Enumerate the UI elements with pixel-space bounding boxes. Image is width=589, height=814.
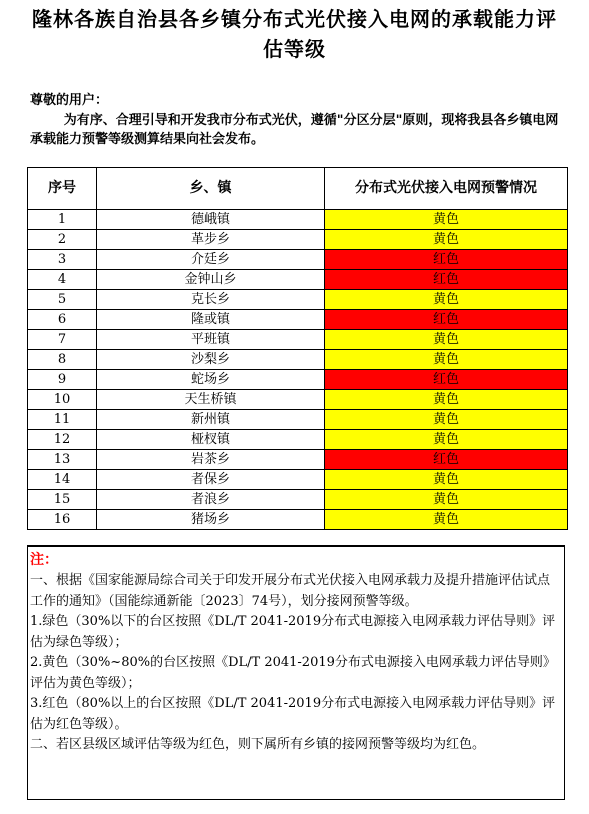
page-title-line-1: 隆林各族自治县各乡镇分布式光伏接入电网的承载能力评 [32, 7, 557, 31]
row-number: 15 [28, 490, 97, 510]
page-title [0, 4, 589, 64]
table-header-row [28, 168, 568, 210]
row-number: 9 [28, 370, 97, 390]
row-town: 隆或镇 [97, 310, 325, 330]
row-status: 红色 [325, 270, 568, 290]
warning-table [27, 167, 568, 530]
header-no: 序号 [28, 168, 97, 210]
row-status: 红色 [325, 450, 568, 470]
row-status: 红色 [325, 250, 568, 270]
table-row [28, 510, 568, 530]
row-status: 黄色 [325, 290, 568, 310]
row-status: 黄色 [325, 510, 568, 530]
row-town: 平班镇 [97, 330, 325, 350]
table-row [28, 230, 568, 250]
row-status: 红色 [325, 310, 568, 330]
row-town: 桠杈镇 [97, 430, 325, 450]
table-row [28, 390, 568, 410]
row-status: 红色 [325, 370, 568, 390]
row-town: 蛇场乡 [97, 370, 325, 390]
table-row [28, 410, 568, 430]
row-status: 黄色 [325, 350, 568, 370]
table-row [28, 330, 568, 350]
intro-paragraph: 为有序、合理引导和开发我市分布式光伏，遵循"分区分层"原则，现将我县各乡镇电网承载能力预警等级测算结果向社会发布。 [30, 113, 559, 147]
row-number: 11 [28, 410, 97, 430]
notes-body [30, 571, 562, 756]
header-status: 分布式光伏接入电网预警情况 [325, 168, 568, 210]
row-town: 岩茶乡 [97, 450, 325, 470]
row-town: 天生桥镇 [97, 390, 325, 410]
row-status: 黄色 [325, 330, 568, 350]
table-row [28, 310, 568, 330]
table-row [28, 270, 568, 290]
row-number: 5 [28, 290, 97, 310]
table-row [28, 490, 568, 510]
note-line: 一、根据《国家能源局综合司关于印发开展分布式光伏接入电网承载力及提升措施评估试点工作的通知》（国能综通新能〔2023〕74号），划分接网预警等级。 [30, 573, 551, 609]
row-number: 13 [28, 450, 97, 470]
table-row [28, 210, 568, 230]
notes-title: 注： [30, 552, 58, 568]
table-row [28, 350, 568, 370]
row-town: 者保乡 [97, 470, 325, 490]
row-number: 8 [28, 350, 97, 370]
row-number: 14 [28, 470, 97, 490]
row-number: 7 [28, 330, 97, 350]
row-town: 新州镇 [97, 410, 325, 430]
row-status: 黄色 [325, 230, 568, 250]
page-title-line-2: 估等级 [263, 37, 326, 61]
row-number: 12 [28, 430, 97, 450]
row-town: 金钟山乡 [97, 270, 325, 290]
table-row [28, 470, 568, 490]
table-row [28, 250, 568, 270]
row-number: 2 [28, 230, 97, 250]
row-number: 1 [28, 210, 97, 230]
table-row [28, 430, 568, 450]
row-status: 黄色 [325, 210, 568, 230]
row-status: 黄色 [325, 410, 568, 430]
row-town: 德峨镇 [97, 210, 325, 230]
row-town: 者浪乡 [97, 490, 325, 510]
row-status: 黄色 [325, 390, 568, 410]
note-line: 二、若区县级区域评估等级为红色，则下属所有乡镇的接网预警等级均为红色。 [30, 737, 486, 752]
row-town: 介廷乡 [97, 250, 325, 270]
table-row [28, 290, 568, 310]
row-town: 革步乡 [97, 230, 325, 250]
table-row [28, 370, 568, 390]
notes-box [27, 545, 565, 800]
header-town: 乡、镇 [97, 168, 325, 210]
note-line: 3.红色（80%以上的台区按照《DL/T 2041-2019分布式电源接入电网承载力评估导则》评估为红色等级）。 [30, 696, 556, 732]
row-number: 3 [28, 250, 97, 270]
greeting: 尊敬的用户： [30, 93, 109, 108]
row-number: 16 [28, 510, 97, 530]
table-row [28, 450, 568, 470]
row-status: 黄色 [325, 470, 568, 490]
row-town: 克长乡 [97, 290, 325, 310]
row-number: 4 [28, 270, 97, 290]
note-line: 2.黄色（30%~80%的台区按照《DL/T 2041-2019分布式电源接入电网承载力评估导则》评估为黄色等级）； [30, 655, 556, 691]
row-status: 黄色 [325, 430, 568, 450]
row-number: 6 [28, 310, 97, 330]
row-town: 沙梨乡 [97, 350, 325, 370]
row-town: 猪场乡 [97, 510, 325, 530]
row-number: 10 [28, 390, 97, 410]
row-status: 黄色 [325, 490, 568, 510]
note-line: 1.绿色（30%以下的台区按照《DL/T 2041-2019分布式电源接入电网承载力评估导则》评估为绿色等级）； [30, 614, 556, 650]
